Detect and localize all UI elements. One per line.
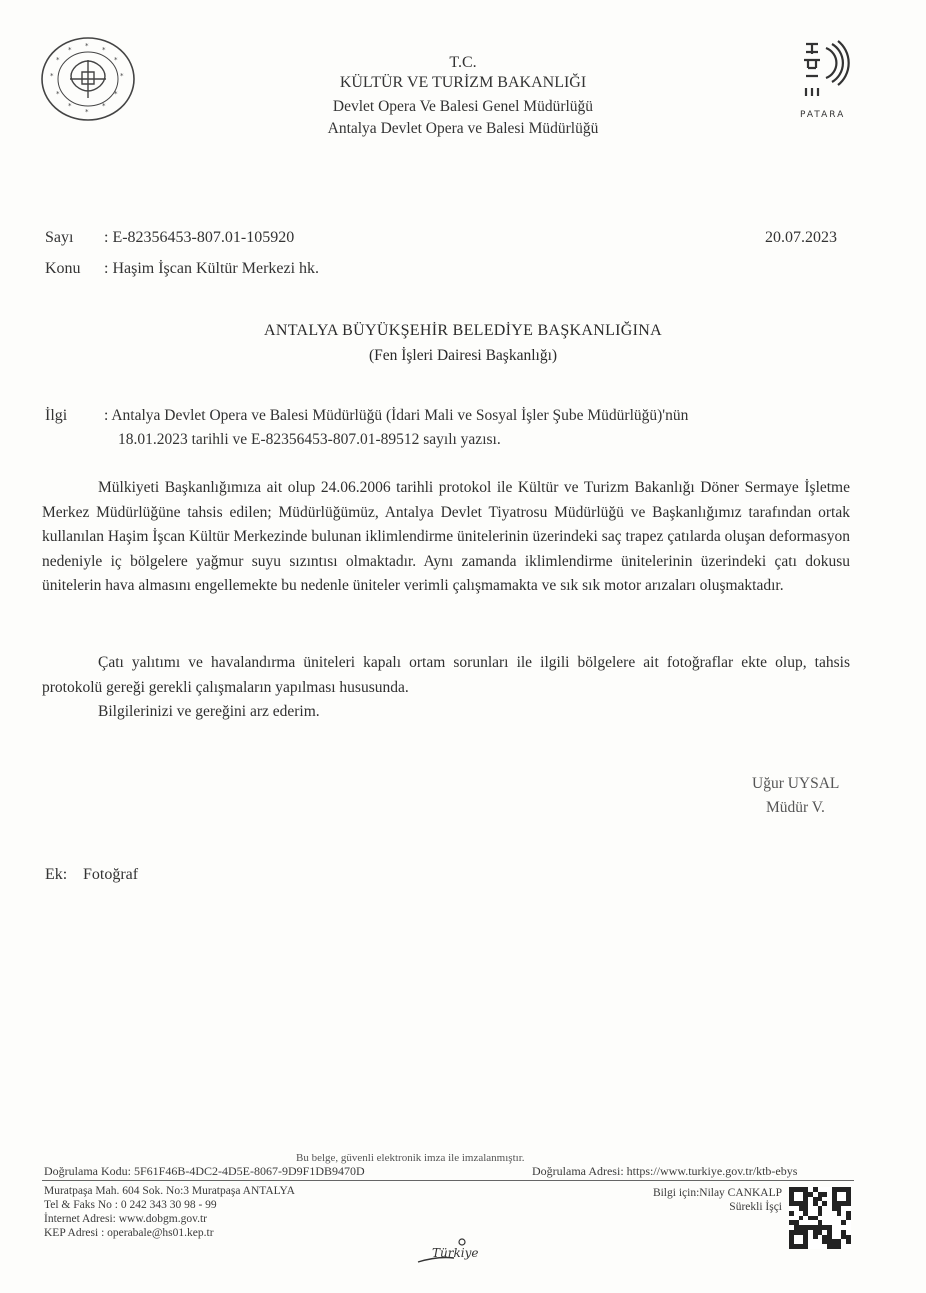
info-role: Sürekli İşçi	[729, 1201, 782, 1213]
turkiye-brand-text: Türkiye	[432, 1246, 479, 1260]
header-tc: T.C.	[449, 54, 477, 71]
svg-text:*: *	[50, 72, 54, 80]
verification-code: Doğrulama Kodu: 5F61F46B-4DC2-4D5E-8067-9D9F1DB9470D	[44, 1164, 365, 1178]
body-paragraph-3: Bilgilerinizi ve gereğini arz ederim.	[98, 703, 320, 720]
svg-text:*: *	[56, 56, 60, 64]
svg-text:*: *	[85, 42, 89, 50]
body-paragraph-1: Mülkiyeti Başkanlığımıza ait olup 24.06.2006 tarihli protokol ile Kültür ve Turizm Bakanlığı Döner Sermaye İşletme Merkez Müdürlüğüne tahsis edilen; Müdürlüğümüz, Antalya Devlet Tiyatrosu Müdürlüğü ve Başkanlığımız tarafından ortak kullanılan Haşim İşcan Kültür Merkezinde bulunan iklimlendirme ünitelerinin üzerindeki saç trapez çatılarda oluşan deformasyon nedeniyle iç bölgelere yağmur suyu sızıntısı olmaktadır. Aynı zamanda iklimlendirme ünitelerinin üzerindeki çatı dokusu ünitelerin hava almasını engellemekte bu nedenle üniteler verimli çalışmamakta ve sık sık motor arızaları oluşmaktadır.	[42, 479, 850, 594]
sayi-label: Sayı	[45, 229, 74, 246]
recipient-title: ANTALYA BÜYÜKŞEHİR BELEDİYE BAŞKANLIĞINA	[264, 322, 662, 339]
ilgi-line2: 18.01.2023 tarihli ve E-82356453-807.01-89512 sayılı yazısı.	[118, 431, 501, 448]
svg-text:*: *	[85, 108, 89, 116]
recipient-subtitle: (Fen İşleri Dairesi Başkanlığı)	[368, 347, 558, 364]
qr-module	[846, 1244, 851, 1249]
body-paragraph-2: Çatı yalıtımı ve havalandırma üniteleri kapalı ortam sorunları ile ilgili bölgelere ait fotoğraflar ekte olup, tahsis protokolü gereği gerekli çalışmaların yapılması hususunda.	[42, 654, 850, 696]
document-date: 20.07.2023	[765, 229, 837, 246]
sayi-value: : E-82356453-807.01-105920	[104, 229, 295, 246]
footer-kep[interactable]: KEP Adresi : operabale@hs01.kep.tr	[44, 1227, 214, 1239]
svg-text:*: *	[102, 46, 106, 54]
svg-text:*: *	[56, 90, 60, 98]
verification-qr-code	[789, 1187, 851, 1249]
konu-label: Konu	[45, 260, 81, 277]
svg-text:*: *	[102, 102, 106, 110]
svg-text:*: *	[68, 46, 72, 54]
header-ministry: KÜLTÜR VE TURİZM BAKANLIĞI	[339, 74, 587, 91]
signatory-name: Uğur UYSAL	[752, 775, 840, 792]
ilgi-label: İlgi	[45, 407, 68, 424]
svg-text:*: *	[114, 90, 118, 98]
header-general-directorate: Devlet Opera Ve Balesi Genel Müdürlüğü	[332, 98, 594, 115]
svg-text:*: *	[114, 56, 118, 64]
ilgi-line1: : Antalya Devlet Opera ve Balesi Müdürlüğü (İdari Mali ve Sosyal İşler Şube Müdürlüğü)'nün	[104, 407, 689, 424]
svg-text:*: *	[120, 72, 124, 80]
patara-logo	[796, 38, 860, 128]
turkiye-brand-logo	[414, 1234, 494, 1274]
header-directorate: Antalya Devlet Opera ve Balesi Müdürlüğü	[327, 120, 599, 137]
footer-address: Muratpaşa Mah. 604 Sok. No:3 Muratpaşa ANTALYA	[44, 1185, 295, 1197]
attachment-value: Fotoğraf	[83, 866, 139, 883]
footer-internet[interactable]: İnternet Adresi: www.dobgm.gov.tr	[44, 1213, 207, 1225]
konu-value: : Haşim İşcan Kültür Merkezi hk.	[104, 260, 320, 277]
svg-text:*: *	[68, 102, 72, 110]
footer-tel: Tel & Faks No : 0 242 343 30 98 - 99	[44, 1199, 217, 1211]
signatory-title: Müdür V.	[766, 799, 825, 816]
verification-address[interactable]: Doğrulama Adresi: https://www.turkiye.gov.tr/ktb-ebys	[532, 1164, 798, 1178]
patara-logo-text: PATARA	[800, 110, 846, 120]
info-contact: Bilgi için:Nilay CANKALP	[652, 1187, 782, 1199]
esign-note: Bu belge, güvenli elektronik imza ile imzalanmıştır.	[296, 1152, 525, 1164]
footer-divider	[42, 1180, 854, 1181]
attachment-label: Ek:	[45, 866, 68, 883]
